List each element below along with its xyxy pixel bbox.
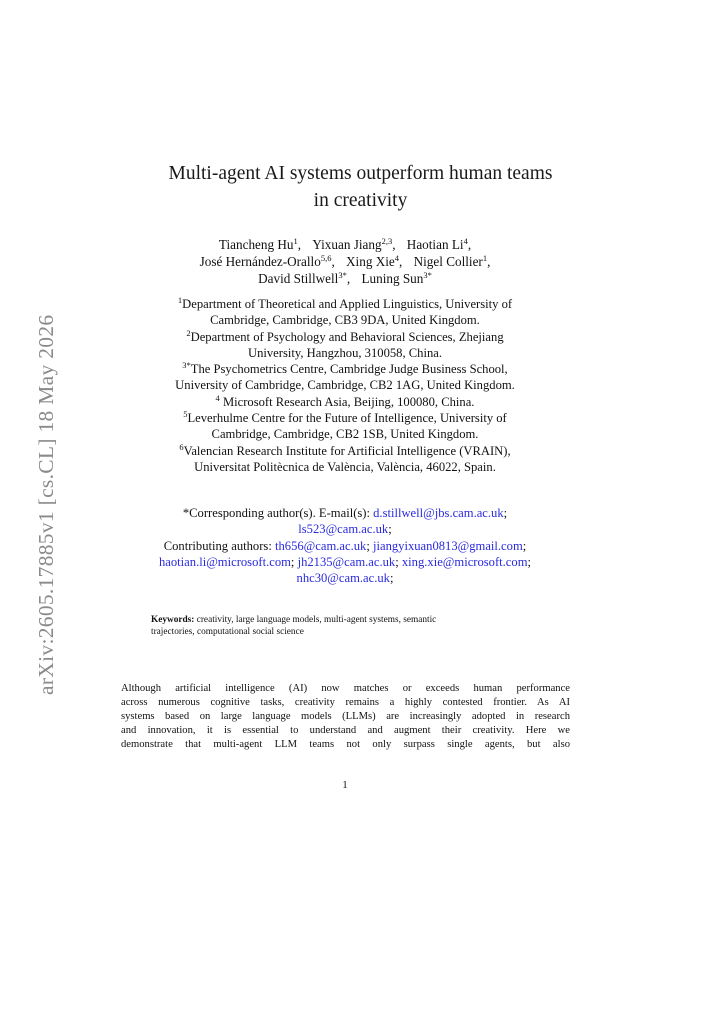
title-line-1: Multi-agent AI systems outperform human teams [168, 163, 553, 184]
arxiv-identifier-stamp[interactable]: arXiv:2605.17885v1 [cs.CL] 18 May 2026 [34, 314, 58, 695]
abstract-line: systems based on large language models (LLMs) are increasingly adopted in research [121, 711, 570, 722]
corresponding-authors-line: *Corresponding author(s). E-mail(s): d.stillwell@jbs.cam.ac.uk; [182, 506, 508, 520]
email-link[interactable]: xing.xie@microsoft.com [401, 554, 528, 569]
email-link[interactable]: d.stillwell@jbs.cam.ac.uk [373, 506, 504, 520]
abstract-line: and innovation, it is essential to understand and augment their creativity. Here we [121, 725, 570, 736]
affiliation-line: $^5$Leverhulme Centre for the Future of Intelligence, University of [183, 409, 507, 426]
paper-title [0, 160, 721, 214]
affiliation-line: $^2$Department of Psychology and Behavioral Sciences, Zhejiang [186, 327, 504, 344]
contributing-authors-line: haotian.li@microsoft.com; jh2135@cam.ac.uk; xing.xie@microsoft.com; [159, 554, 531, 569]
email-link[interactable]: th656@cam.ac.uk [274, 538, 367, 553]
abstract-line: across numerous cognitive tasks, creativity remains a highly contested frontier. As AI [121, 697, 570, 708]
contact-block [0, 505, 690, 586]
author: José Hernández-Orallo$^{5,6}$, [199, 253, 335, 269]
author-line [0, 253, 690, 270]
affiliation-line: University, Hangzhou, 310058, China. [247, 345, 442, 360]
keywords-block [151, 614, 531, 638]
abstract [121, 682, 570, 752]
email-link[interactable]: nhc30@cam.ac.uk [296, 571, 390, 586]
author-list [0, 236, 690, 287]
corresponding-authors-line: ls523@cam.ac.uk; [298, 522, 392, 537]
email-link[interactable]: haotian.li@microsoft.com [159, 554, 291, 569]
author: Luning Sun$^{3*}$ [361, 270, 432, 286]
affiliation-line: Universitat Politècnica de València, València, 46022, Spain. [194, 459, 496, 474]
abstract-line: Although artificial intelligence (AI) now matches or exceeds human performance [121, 683, 570, 694]
title-line-2: in creativity [313, 190, 408, 211]
author: Nigel Collier$^1$, [413, 253, 491, 269]
keywords-label: Keywords: [151, 615, 195, 625]
keywords-line: Keywords: creativity, large language models, multi-agent systems, semantic [151, 615, 437, 625]
author: David Stillwell$^{3*}$, [258, 270, 351, 286]
affiliation-list [0, 296, 690, 475]
author: Tiancheng Hu$^1$, [218, 236, 302, 252]
email-link[interactable]: ls523@cam.ac.uk [298, 522, 389, 537]
affiliation-line: $^1$Department of Theoretical and Applied Linguistics, University of [177, 295, 513, 311]
author: Haotian Li$^4$, [406, 236, 472, 252]
abstract-line: demonstrate that multi-agent LLM teams not only surpass single agents, but also [121, 739, 570, 750]
contributing-authors-line: nhc30@cam.ac.uk; [296, 571, 394, 586]
author-line [0, 270, 690, 287]
author: Yixuan Jiang$^{2,3}$, [312, 236, 396, 252]
email-link[interactable]: jh2135@cam.ac.uk [297, 554, 396, 569]
affiliation-line: Cambridge, Cambridge, CB2 1SB, United Kingdom. [211, 427, 479, 442]
affiliation-line: $^{3*}$The Psychometrics Centre, Cambridge Judge Business School, [182, 360, 508, 377]
author: Xing Xie$^4$, [346, 253, 403, 269]
affiliation-line: $^4$ Microsoft Research Asia, Beijing, 100080, China. [215, 392, 475, 409]
affiliation-line: $^6$Valencian Research Institute for Artificial Intelligence (VRAIN), [179, 441, 511, 458]
affiliation-line: Cambridge, Cambridge, CB3 9DA, United Kingdom. [210, 313, 480, 328]
affiliation-line: University of Cambridge, Cambridge, CB2 1AG, United Kingdom. [175, 378, 515, 393]
keywords-line: trajectories, computational social science [151, 627, 304, 637]
email-link[interactable]: jiangyixuan0813@gmail.com [372, 538, 523, 553]
page-number: 1 [342, 779, 348, 791]
author-line [0, 236, 690, 253]
contributing-authors-line: Contributing authors: th656@cam.ac.uk; jiangyixuan0813@gmail.com; [163, 538, 527, 553]
